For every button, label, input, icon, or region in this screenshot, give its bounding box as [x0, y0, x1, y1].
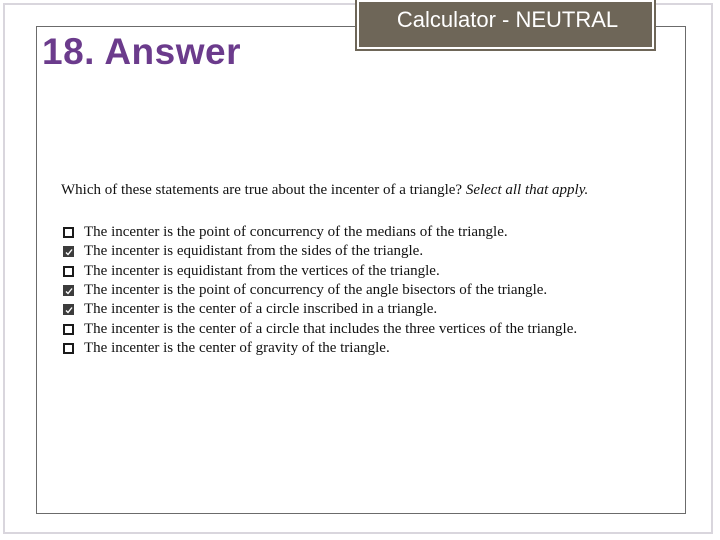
- option-label: The incenter is equidistant from the sides of the triangle.: [84, 243, 424, 260]
- question-text: [61, 182, 588, 199]
- answer-option[interactable]: [63, 262, 577, 281]
- checked-checkbox-icon[interactable]: [63, 246, 74, 257]
- question-prompt: Which of these statements are true about the incenter of a triangle?: [61, 182, 466, 198]
- checked-checkbox-icon[interactable]: [63, 304, 74, 315]
- option-label: The incenter is the center of a circle that includes the three vertices of the triangle.: [84, 320, 578, 337]
- slide-title: 18. Answer: [42, 28, 245, 76]
- option-label: The incenter is equidistant from the vertices of the triangle.: [84, 262, 440, 279]
- option-label: The incenter is the center of gravity of the triangle.: [84, 339, 390, 356]
- calculator-badge: Calculator - NEUTRAL: [357, 0, 654, 49]
- answer-option[interactable]: [63, 281, 577, 300]
- question-instruction: Select all that apply.: [465, 182, 589, 198]
- answer-option[interactable]: [63, 339, 577, 358]
- checked-checkbox-icon[interactable]: [63, 285, 74, 296]
- answer-option[interactable]: [63, 223, 577, 242]
- option-label: The incenter is the point of concurrency of the angle bisectors of the triangle.: [84, 282, 548, 299]
- option-label: The incenter is the point of concurrency of the medians of the triangle.: [84, 224, 508, 241]
- checkbox-icon[interactable]: [63, 324, 74, 335]
- answer-option[interactable]: [63, 300, 577, 319]
- answer-options: [63, 223, 577, 358]
- checkbox-icon[interactable]: [63, 227, 74, 238]
- checkbox-icon[interactable]: [63, 343, 74, 354]
- checkbox-icon[interactable]: [63, 266, 74, 277]
- answer-option[interactable]: [63, 319, 577, 338]
- option-label: The incenter is the center of a circle inscribed in a triangle.: [84, 301, 438, 318]
- answer-option[interactable]: [63, 242, 577, 261]
